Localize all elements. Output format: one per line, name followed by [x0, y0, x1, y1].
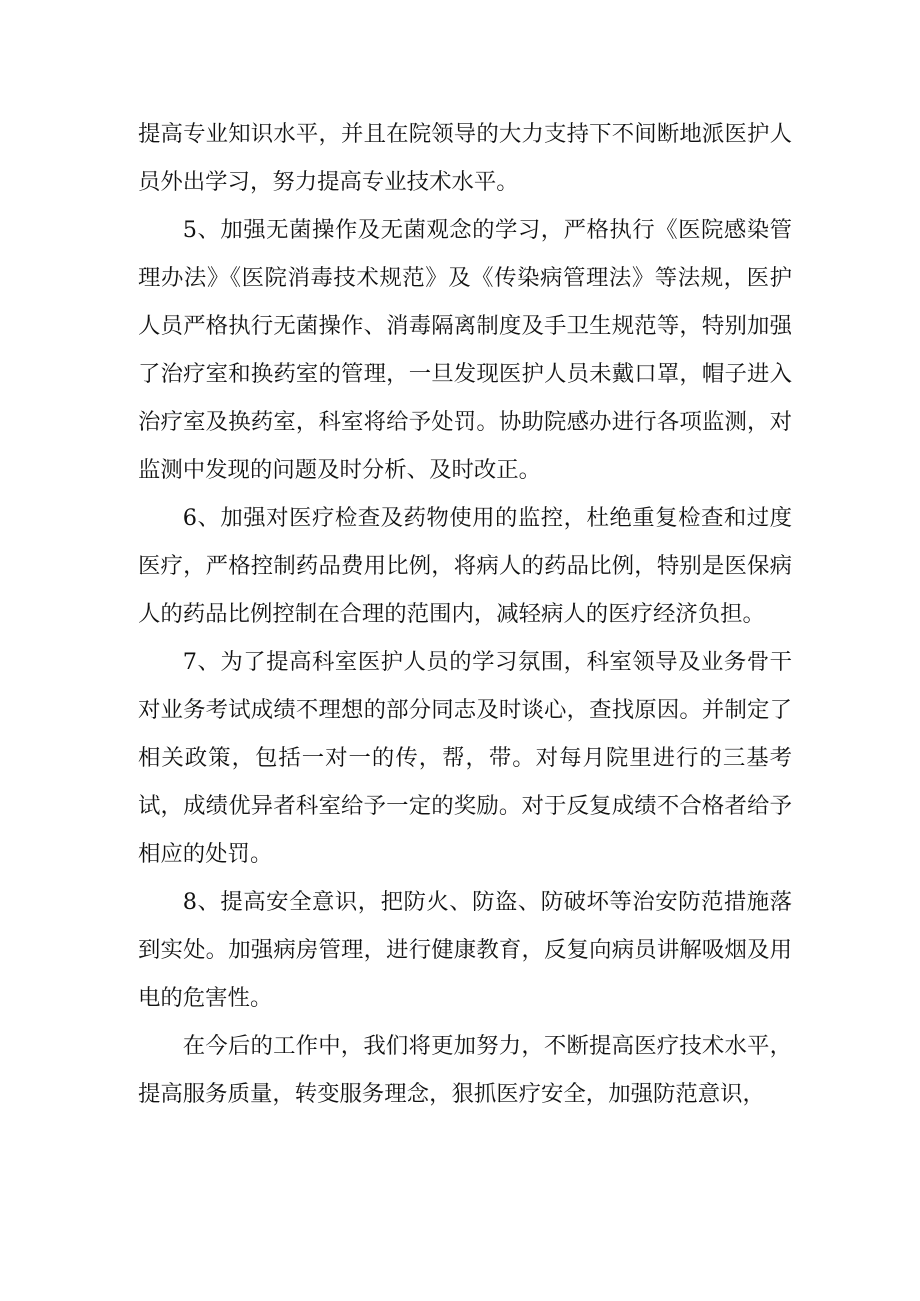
- paragraph-item-7: 7、为了提高科室医护人员的学习氛围，科室领导及业务骨干对业务考试成绩不理想的部分同志及时谈心，查找原因。并制定了相关政策，包括一对一的传，帮，带。对每月院里进行的三基考试，成绩优异者科室给予一定的奖励。对于反复成绩不合格者给予相应的处罚。: [138, 649, 792, 867]
- paragraph-continuation: 提高专业知识水平，并且在院领导的大力支持下不间断地派医护人员外出学习，努力提高专业技术水平。: [138, 121, 792, 195]
- document-body: [138, 110, 792, 1118]
- paragraph-item-5: 5、加强无菌操作及无菌观念的学习，严格执行《医院感染管理办法》《医院消毒技术规范》及《传染病管理法》等法规，医护人员严格执行无菌操作、消毒隔离制度及手卫生规范等，特别加强了治疗室和换药室的管理，一旦发现医护人员未戴口罩，帽子进入治疗室及换药室，科室将给予处罚。协助院感办进行各项监测，对监测中发现的问题及时分析、及时改正。: [138, 217, 792, 483]
- paragraph-item-6: 6、加强对医疗检查及药物使用的监控，杜绝重复检查和过度医疗，严格控制药品费用比例，将病人的药品比例，特别是医保病人的药品比例控制在合理的范围内，减轻病人的医疗经济负担。: [138, 505, 792, 627]
- paragraph-item-8: 8、提高安全意识，把防火、防盗、防破坏等治安防范措施落到实处。加强病房管理，进行健康教育，反复向病员讲解吸烟及用电的危害性。: [138, 889, 792, 1011]
- paragraph-closing: 在今后的工作中，我们将更加努力，不断提高医疗技术水平，提高服务质量，转变服务理念，狠抓医疗安全，加强防范意识，: [138, 1033, 792, 1107]
